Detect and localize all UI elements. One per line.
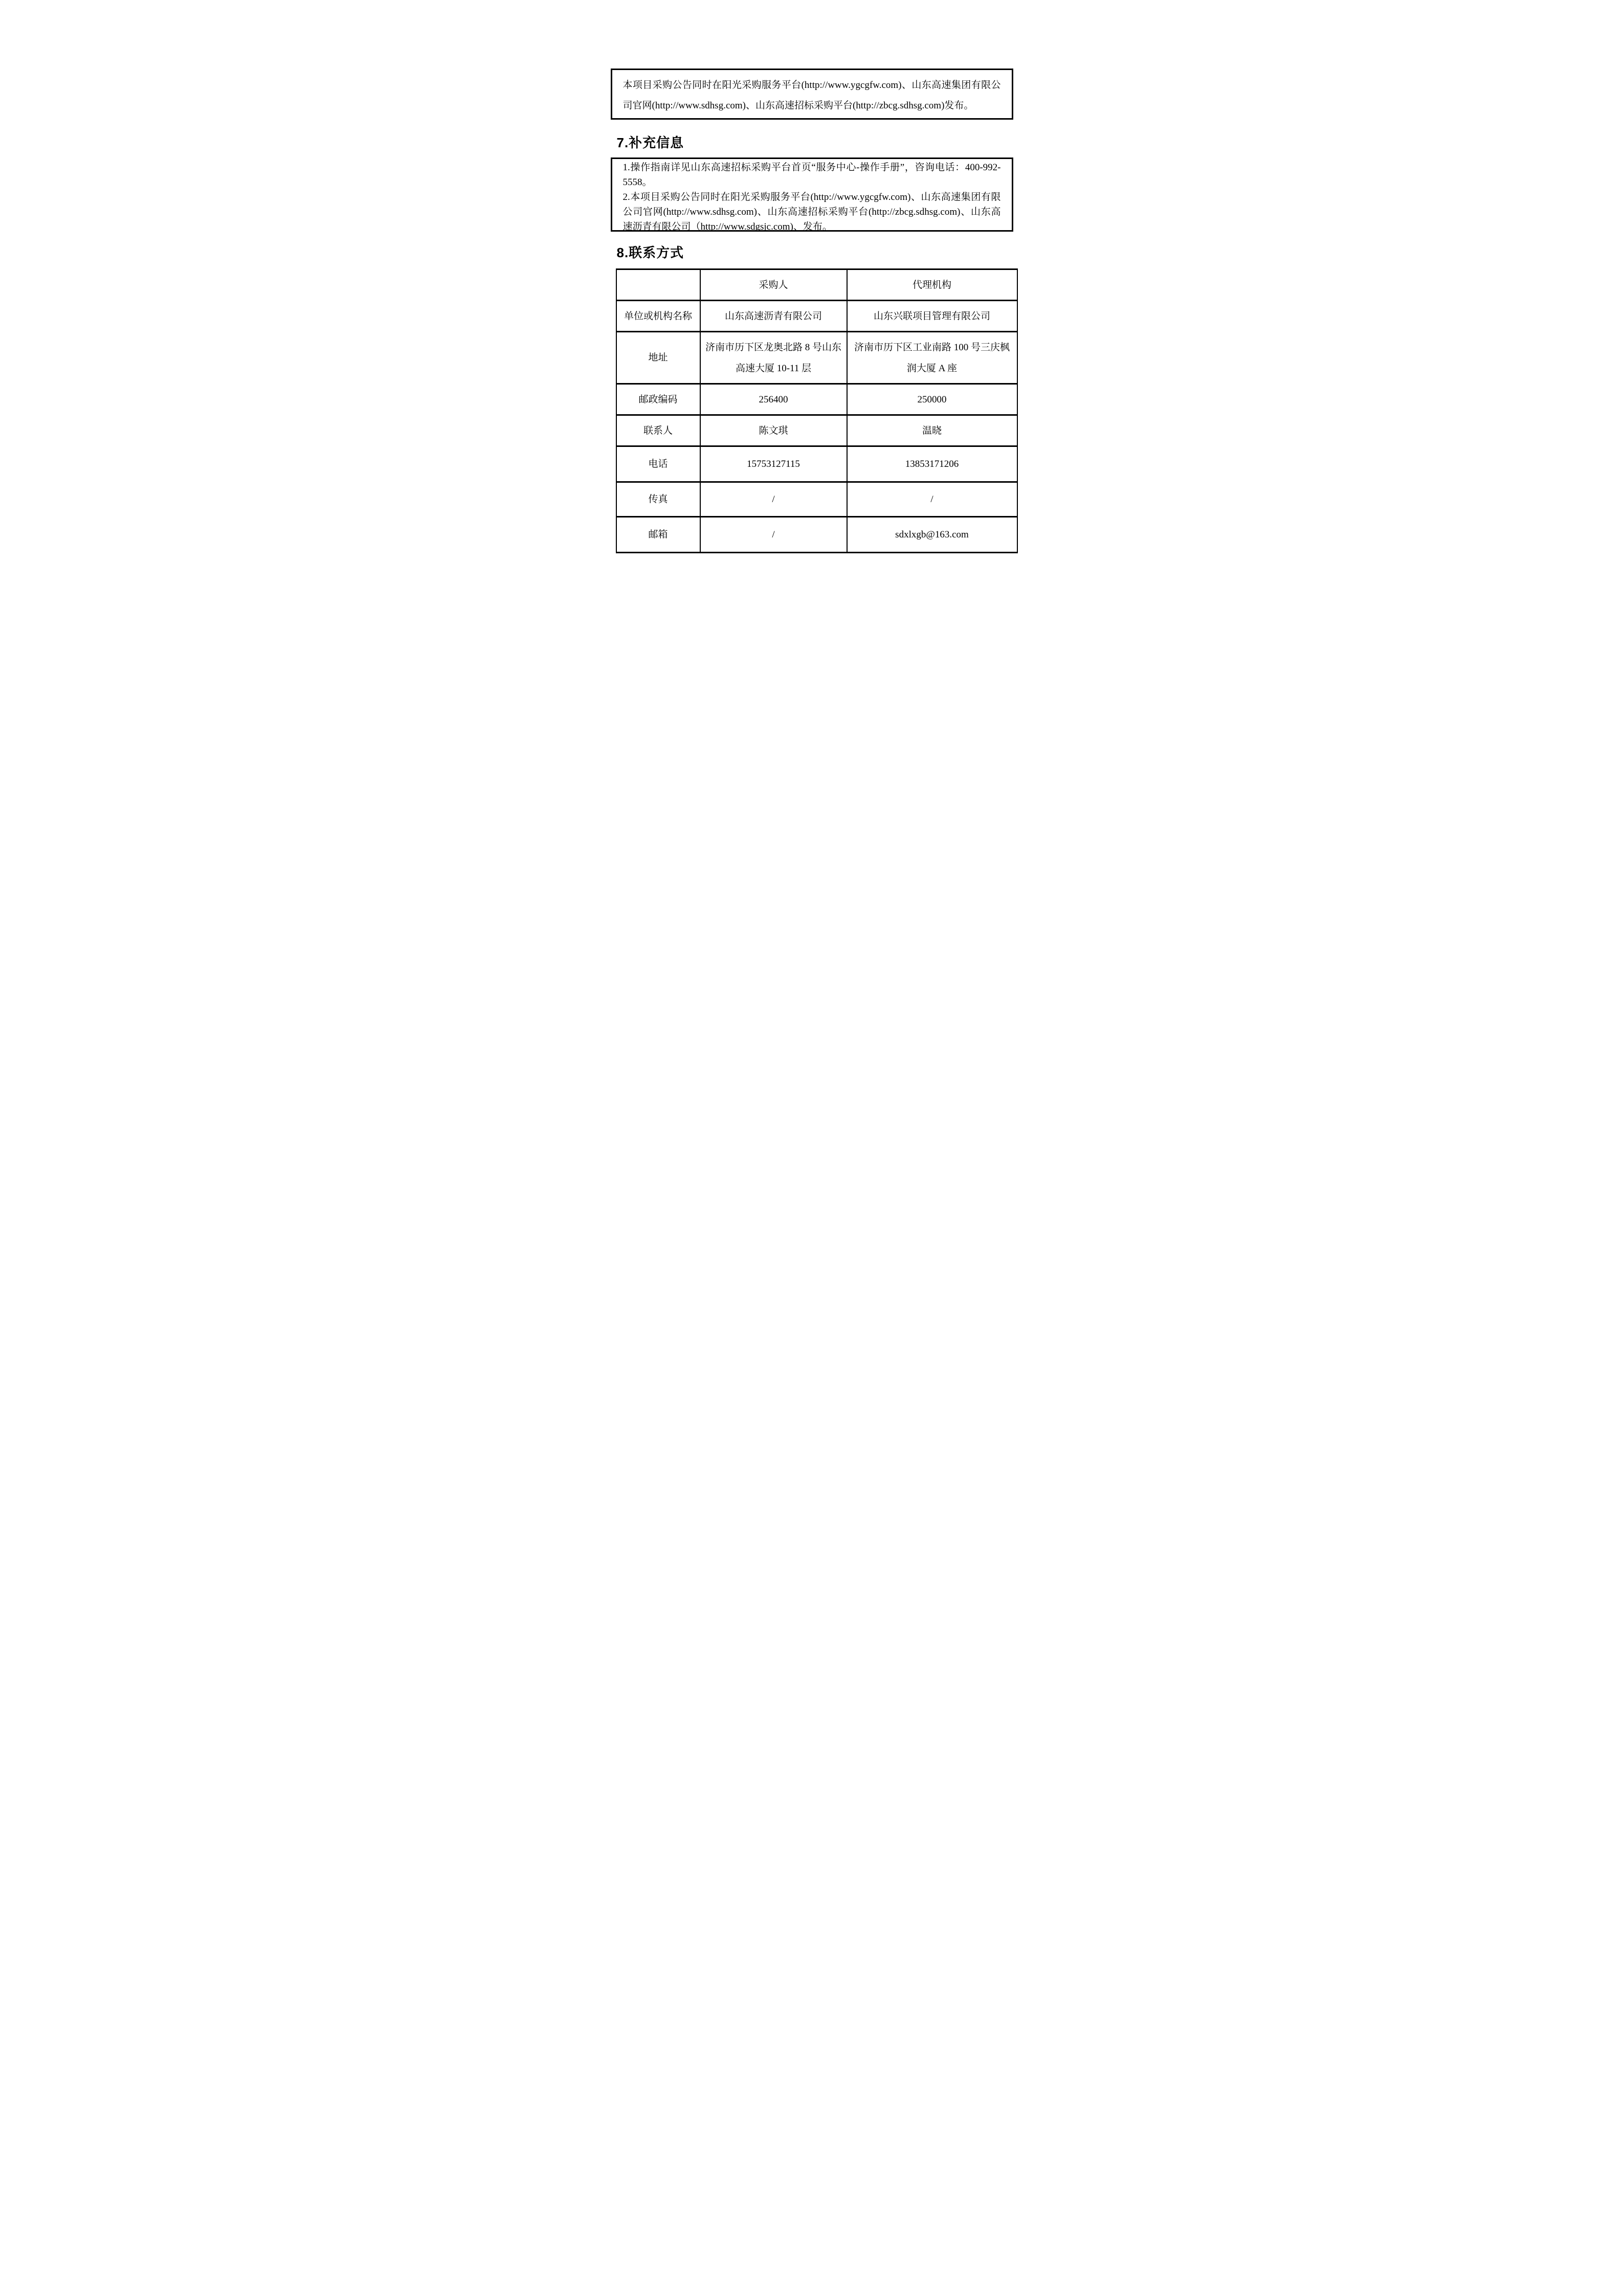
table-row <box>616 482 1017 517</box>
value-cell: / <box>700 482 847 517</box>
row-label-cell: 邮政编码 <box>616 384 700 415</box>
table-row <box>616 517 1017 553</box>
row-label-cell: 传真 <box>616 482 700 517</box>
publish-notice-text: 本项目采购公告同时在阳光采购服务平台(http://www.ygcgfw.com)、山东高速集团有限公司官网(http://www.sdhsg.com)、山东高速招标采购平台(http://zbcg.sdhsg.com)发布。 <box>622 80 1001 111</box>
supplementary-item-2: 2.本项目采购公告同时在阳光采购服务平台(http://www.ygcgfw.com)、山东高速集团有限公司官网(http://www.sdhsg.com)、山东高速招标采购平台(http://zbcg.sdhsg.com)、山东高速沥青有限公司（http://www.sdgsjc.com)、发布。 <box>622 192 1001 232</box>
row-label-cell: 地址 <box>616 332 700 384</box>
value-cell: 山东高速沥青有限公司 <box>700 301 847 332</box>
value-cell: / <box>700 517 847 553</box>
value-cell: 山东兴联项目管理有限公司 <box>847 301 1017 332</box>
contact-table-body <box>616 269 1017 553</box>
table-row <box>616 446 1017 482</box>
value-cell: 256400 <box>700 384 847 415</box>
value-cell: 采购人 <box>700 269 847 301</box>
value-cell: sdxlxgb@163.com <box>847 517 1017 553</box>
table-row <box>616 415 1017 446</box>
value-cell: 温晓 <box>847 415 1017 446</box>
supplementary-item-1: 1.操作指南详见山东高速招标采购平台首页“服务中心-操作手册”，咨询电话：400-992-5558。 <box>622 162 1001 188</box>
value-cell: 250000 <box>847 384 1017 415</box>
value-cell: 济南市历下区龙奥北路 8 号山东高速大厦 10-11 层 <box>700 332 847 384</box>
supplementary-info-box <box>611 157 1013 232</box>
value-cell: 陈文琪 <box>700 415 847 446</box>
value-cell: 13853171206 <box>847 446 1017 482</box>
row-label-cell <box>616 269 700 301</box>
row-label-cell: 邮箱 <box>616 517 700 553</box>
publish-notice-box <box>611 69 1013 120</box>
value-cell: 代理机构 <box>847 269 1017 301</box>
contact-table <box>616 268 1018 553</box>
document-page <box>531 0 1094 796</box>
table-row <box>616 301 1017 332</box>
table-row <box>616 384 1017 415</box>
row-label-cell: 单位或机构名称 <box>616 301 700 332</box>
table-row <box>616 332 1017 384</box>
value-cell: 济南市历下区工业南路 100 号三庆枫润大厦 A 座 <box>847 332 1017 384</box>
section-7-heading: 7.补充信息 <box>616 135 684 150</box>
row-label-cell: 联系人 <box>616 415 700 446</box>
value-cell: / <box>847 482 1017 517</box>
value-cell: 15753127115 <box>700 446 847 482</box>
row-label-cell: 电话 <box>616 446 700 482</box>
table-header-row <box>616 269 1017 301</box>
section-8-heading: 8.联系方式 <box>616 245 684 260</box>
